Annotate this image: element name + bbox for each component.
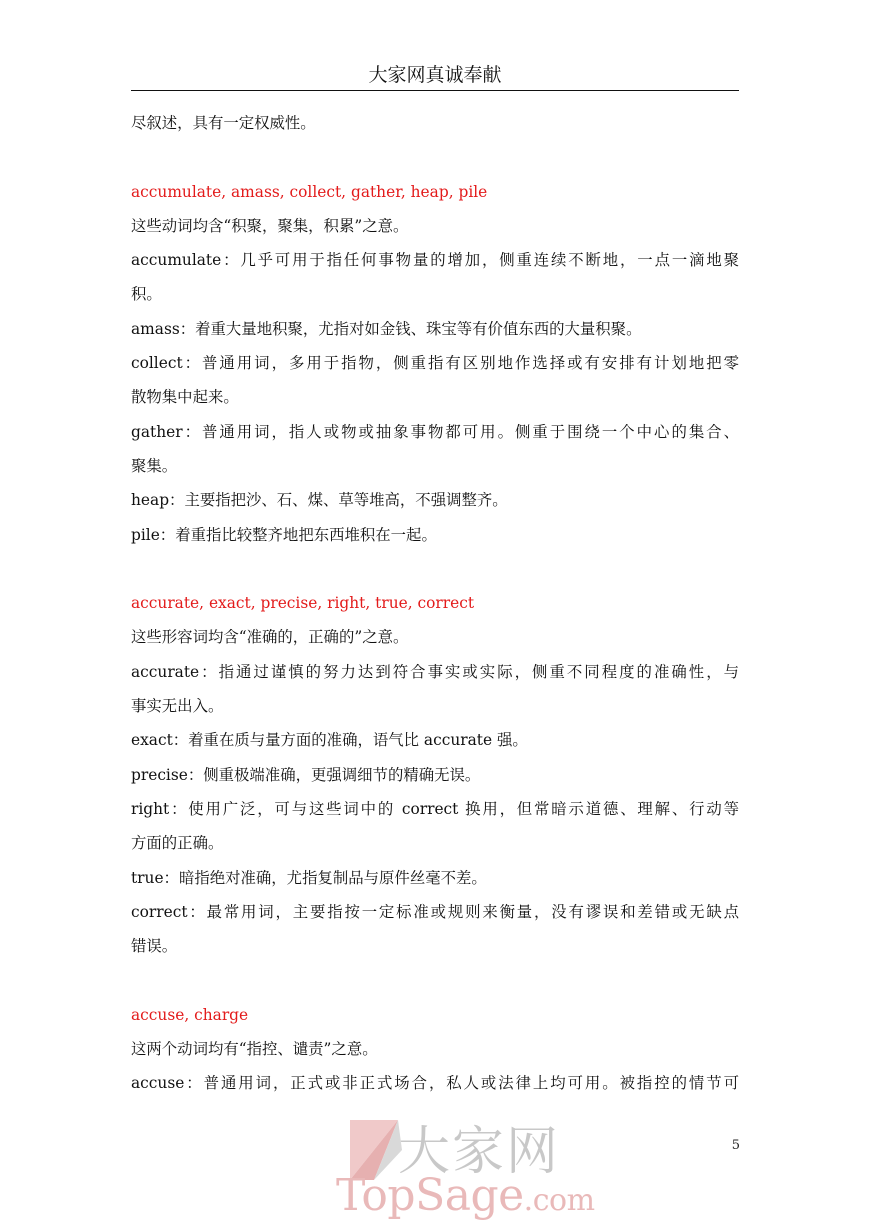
watermark-brand-name: TopSage xyxy=(336,1170,524,1221)
document-body xyxy=(131,106,739,1101)
body-text-line: 错误。 xyxy=(131,937,178,956)
body-text-line: 积。 xyxy=(131,285,162,304)
synonym-group-heading: accuse, charge xyxy=(131,1005,249,1024)
body-text-line: heap：主要指把沙、石、煤、草等堆高，不强调整齐。 xyxy=(131,491,508,510)
body-text-line: accuse：普通用词，正式或非正式场合，私人或法律上均可用。被指控的情节可 xyxy=(131,1074,739,1093)
body-text-line: 聚集。 xyxy=(131,456,178,475)
body-text-line: accumulate：几乎可用于指任何事物量的增加，侧重连续不断地，一点一滴地聚 xyxy=(131,251,739,270)
body-text-line: collect：普通用词，多用于指物，侧重指有区别地作选择或有安排有计划地把零 xyxy=(131,354,739,373)
body-text-line: accurate：指通过谨慎的努力达到符合事实或实际，侧重不同程度的准确性，与 xyxy=(131,662,739,681)
synonym-group-heading: accumulate, amass, collect, gather, heap, pile xyxy=(131,182,488,201)
body-text-line: 散物集中起来。 xyxy=(131,388,239,407)
page-header-title: 大家网真诚奉献 xyxy=(368,64,502,86)
body-text-line: precise：侧重极端准确，更强调细节的精确无误。 xyxy=(131,765,481,784)
body-text-line: amass：着重大量地积聚，尤指对如金钱、珠宝等有价值东西的大量积聚。 xyxy=(131,319,642,338)
synonym-group-heading: accurate, exact, precise, right, true, correct xyxy=(131,594,475,613)
body-text-line: gather：普通用词，指人或物或抽象事物都可用。侧重于围绕一个中心的集合、 xyxy=(131,422,739,441)
body-text-line: right：使用广泛，可与这些词中的 correct 换用，但常暗示道德、理解、行动等 xyxy=(131,799,739,818)
body-text-line: 方面的正确。 xyxy=(131,834,224,853)
paragraph-spacer xyxy=(131,963,739,997)
body-text-line: 事实无出入。 xyxy=(131,697,224,716)
body-text-line: pile：着重指比较整齐地把东西堆积在一起。 xyxy=(131,525,437,544)
body-text-line: true：暗指绝对准确，尤指复制品与原件丝毫不差。 xyxy=(131,868,487,887)
body-text-line: exact：着重在质与量方面的准确，语气比 accurate 强。 xyxy=(131,731,528,750)
body-text-line: 这些动词均含“积聚，聚集，积累”之意。 xyxy=(131,216,409,235)
watermark-brand-text xyxy=(336,1168,595,1229)
watermark-brand-domain: .com xyxy=(523,1183,595,1218)
paragraph-spacer xyxy=(131,552,739,586)
watermark-chinese-text: 大家网 xyxy=(398,1122,561,1182)
paragraph-spacer xyxy=(131,140,739,174)
body-text-line: 尽叙述，具有一定权威性。 xyxy=(131,114,316,132)
page-number: 5 xyxy=(731,1138,740,1153)
body-text-line: correct：最常用词，主要指按一定标准或规则来衡量，没有谬误和差错或无缺点 xyxy=(131,902,739,921)
body-text-line: 这些形容词均含“准确的，正确的”之意。 xyxy=(131,628,409,647)
header-divider xyxy=(131,90,739,91)
body-text-line: 这两个动词均有“指控、谴责”之意。 xyxy=(131,1040,378,1059)
